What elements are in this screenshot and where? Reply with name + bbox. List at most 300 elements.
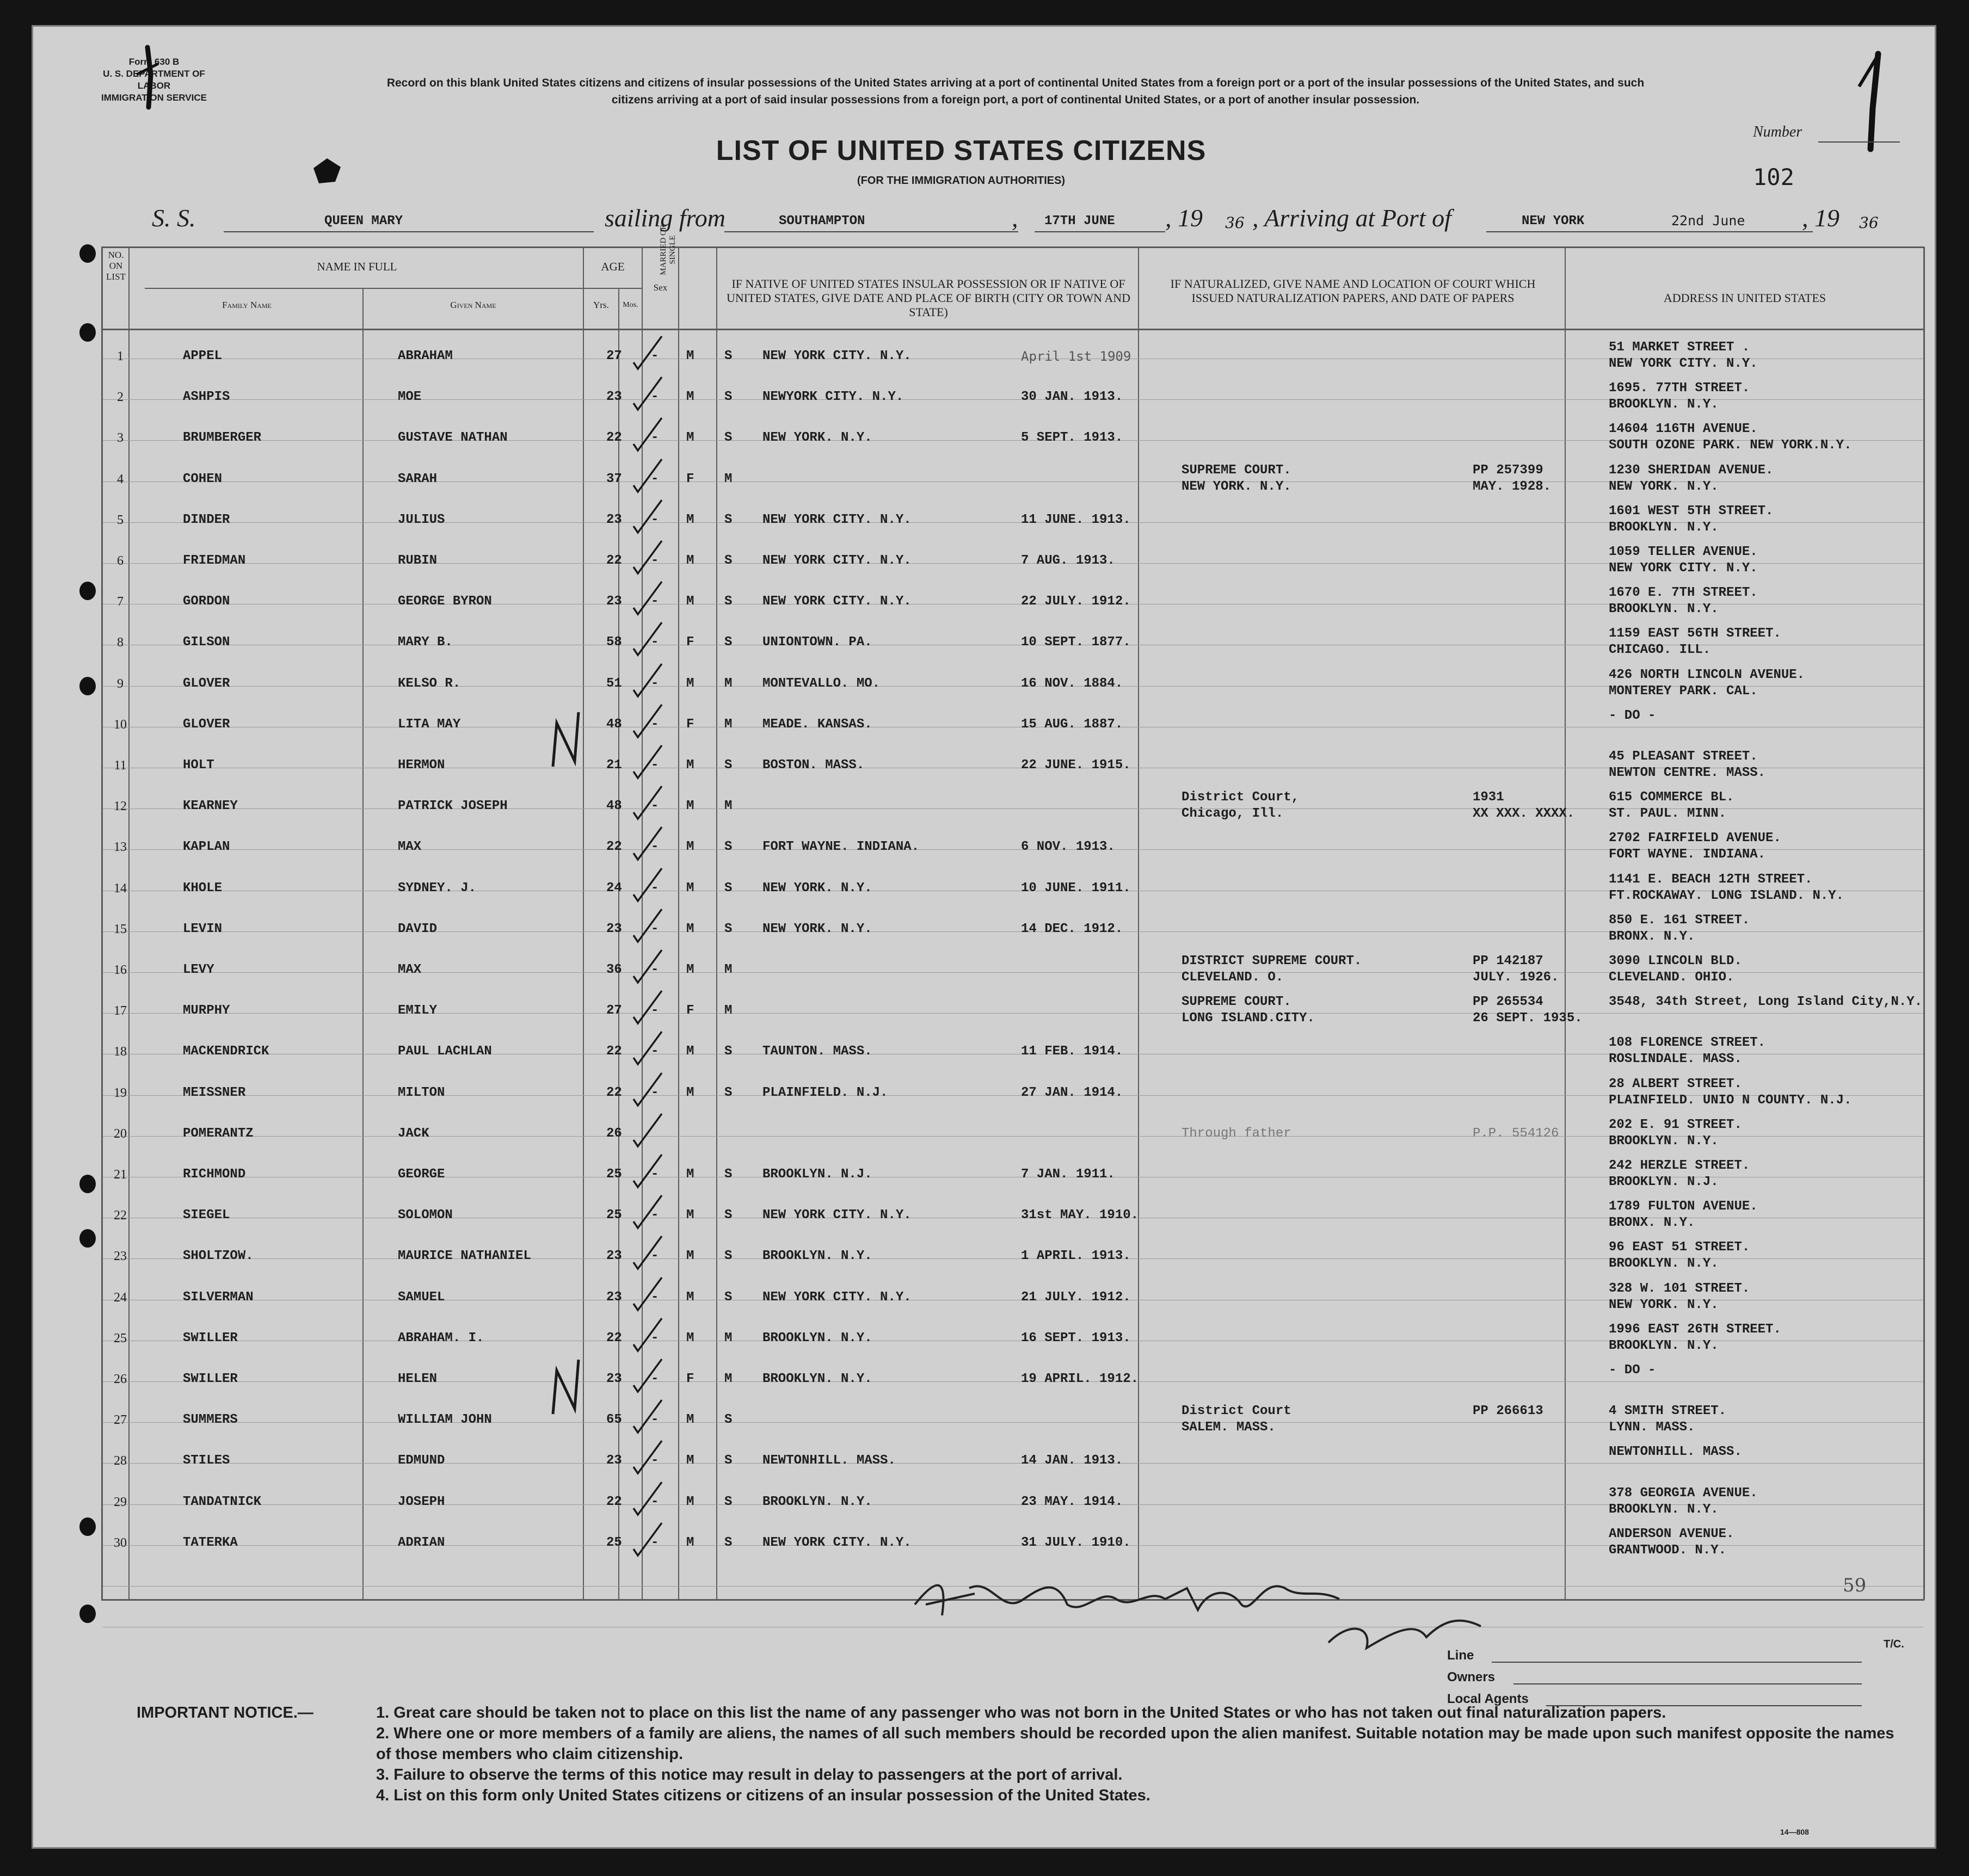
given-name: SOLOMON xyxy=(398,1208,453,1223)
family-name: GLOVER xyxy=(183,717,230,732)
given-name: JACK xyxy=(398,1126,429,1141)
address-line1: 45 PLEASANT STREET. xyxy=(1609,749,1758,764)
sex: M xyxy=(686,1085,694,1100)
naturalization-paper: PP 257399 xyxy=(1473,463,1543,478)
sex: F xyxy=(686,1003,694,1018)
birth-date: 16 NOV. 1884. xyxy=(1021,676,1123,691)
given-name: GEORGE xyxy=(398,1167,445,1182)
address-line2: BROOKLYN. N.Y. xyxy=(1609,1338,1719,1353)
sex: M xyxy=(686,840,694,854)
birth-place: MEADE. KANSAS. xyxy=(762,717,872,732)
given-name: MILTON xyxy=(398,1085,445,1100)
age-years: 22 xyxy=(606,430,622,445)
birth-date: 31st MAY. 1910. xyxy=(1021,1208,1139,1223)
age-years: 23 xyxy=(606,1453,622,1468)
given-name: GEORGE BYRON xyxy=(398,594,492,609)
family-name: LEVIN xyxy=(183,922,223,936)
family-name: LEVY xyxy=(183,962,214,977)
manifest-page: Form 630 B U. S. DEPARTMENT OF LABOR IMMIGRATION SERVICE Record on this blank United States citizens and citizens of insular possessions of the United States arriving at a port of continental United States from a foreign port or a port of the insular possessions of the United States, and such citizens arriving at a port of said insular possessions from a foreign port, a port of continental United States, or a port of another insular possession. LIST OF UNITED STATES CITIZENS (FOR THE IMMIGRATION AUTHORITIES) Number 102 S. S. QUEEN MARY sailing from SOUTHAMPTON , 17TH JUNE , 19 36 , Arriving at Port of NEW YORK 22nd June , 19 36 NO. ON LIST NAME IN FULL Family Name Given Name AGE Yrs. Mos. Sex MARRIED OR SINGLE IF NATIVE OF UNITED STATES INSULAR POSSESSION OR IF NATIVE OF UNITED STATES, GIVE DATE AND PLACE OF BIRTH (CITY OR TOWN AND STATE) IF NATURALIZED, GIVE NAME AND LOCATION OF COURT WHICH ISSUED NATURALIZATION PAPERS, AND DATE OF PAPERS ADDRESS IN UNITED STATES 1 APPEL ABRAHAM 27 - M S NEW YORK CITY. N.Y. April 1st 1909 51 MARKET STREET . NEW YORK CITY. N.Y. 2 ASHPIS MOE 23 - M S NEWYORK CITY. N.Y. 30 JAN. 1913. 1695. 77TH STREET. BROOKLYN. N.Y. 3 BRUMBERGER GUSTAVE NATHAN 22 - M S NEW YORK. N.Y. 5 SEPT. 1913. 14604 116TH AVENUE. SOUTH OZONE PARK. NEW YORK.N.Y. 4 COHEN SARAH 37 - F M SUPREME COURT. PP 257399 1230 SHERIDAN AVENUE. NEW YORK. N.Y. MAY. 1928. NEW YORK. N.Y. 5 DINDER JULIUS 23 - M S NEW YORK CITY. N.Y. 11 JUNE. 1913. 1601 WEST 5TH STREET. BROOKLYN. N.Y. 6 FRIEDMAN RUBIN 22 - M S NEW YORK CITY. N.Y. 7 AUG. 1913. 1059 TELLER AVENUE. NEW YORK CITY. N.Y. 7 GORDON GEORGE BYRON 23 - M S NEW YORK CITY. N.Y. 22 JULY. 1912. 1670 E. 7TH STREET. BROOKLYN. N.Y. 8 GILSON MARY B. 58 - F S UNIONTOWN. PA. 10 SEPT. 1877. 1159 EAST 56TH STREET. CHICAGO. ILL. 9 GLOVER KELSO R. 51 - M M MONTEVALLO. MO. 16 NOV. 1884. 426 NORTH LINCOLN AVENUE. MONTEREY PARK. CAL. 10 GLOVER LITA MAY 48 - F M MEADE. KANSAS. 15 AUG. 1887. - DO - 11 HOLT HERMON 21 - M S BOSTON. MASS. 22 JUNE. 1915. 45 PLEASANT STREET. NEWTON CENTRE. MASS. 12 KEARNEY PATRICK JOSEPH 48 - M M District Court, 1931 615 COMMERCE BL. Chicago, Ill. XX XXX. XXXX. ST. PAUL. MINN. 13 KAPLAN MAX 22 - M S FORT WAYNE. INDIANA. 6 NOV. 1913. 2702 FAIRFIELD AVENUE. FORT WAYNE. INDIANA. 14 KHOLE SYDNEY. J. 24 - M S NEW YORK. N.Y. 10 JUNE. 1911. 1141 E. BEACH 12TH STREET. FT.ROCKAWAY. LONG ISLAND. N.Y. 15 LEVIN DAVID 23 - M S NEW YORK. N.Y. 14 DEC. 1912. 850 E. 161 STREET. BRONX. N.Y. 16 LEVY MAX 36 - M M DISTRICT SUPREME COURT. PP 142187 3090 LINCOLN BLD. CLEVELAND. O. JULY. 1926. CLEVELAND. OHIO. 17 MURPHY EMILY 27 - F M SUPREME COURT. PP 265534 3548, 34th Street, Long Island City,N.Y. LONG ISLAND.CITY. 26 SEPT. 1935. 18 MACKENDRICK PAUL LACHLAN 22 - M S TAUNTON. MASS. 11 FEB. 1914. 108 FLORENCE STREET. ROSLINDALE. MASS. 19 MEISSNER MILTON 22 - M S PLAINFIELD. N.J. 27 JAN. 1914. 28 ALBERT STREET. PLAINFIELD. UNIO N COUNTY. N.J. 20 POMERANTZ JACK 26 Through father P.P. 554126 202 E. 91 STREET. BROOKLYN. N.Y. 21 RICHMOND GEORGE 25 - M S BROOKLYN. N.J. 7 JAN. 1911. 242 HERZLE STREET. BROOKLYN. N.J. 22 SIEGEL SOLOMON 25 - M S NEW YORK CITY. N.Y. 31st MAY. 1910. 1789 FULTON AVENUE. BRONX. N.Y. 23 SHOLTZOW. MAURICE NATHANIEL 23 - M S BROOKLYN. N.Y. 1 APRIL. 1913. 96 EAST 51 STREET. BROOKLYN. N.Y. 24 SILVERMAN SAMUEL 23 - M S NEW YORK CITY. N.Y. 21 JULY. 1912. 328 W. 101 STREET. NEW YORK. N.Y. 25 SWILLER ABRAHAM. I. 22 - M M BROOKLYN. N.Y. 16 SEPT. 1913. 1996 EAST 26TH STREET. BROOKLYN. N.Y. 26 SWILLER HELEN 23 - F M BROOKLYN. N.Y. 19 APRIL. 1912. - DO - 27 SUMMERS WILLIAM JOHN 65 - M S District Court PP 266613 4 SMITH STREET. SALEM. MASS. LYNN. MASS. 28 STILES EDMUND 23 - M S NEWTONHILL. MASS. 14 JAN. 1913. NEWTONHILL. MASS. 29 TANDATNICK JOSEPH 22 - M S BROOKLYN. N.Y. 23 MAY. 1914. 378 GEORGIA AVENUE. BROOKLYN. N.Y. 30 TATERKA ADRIAN 25 - M S NEW YORK CITY. N.Y. 31 JULY. 1910. ANDERSON AVENUE. GRANTWOOD. N.Y. 59 T/C. Line Owners Local Agents IMPORTANT NOTICE.— 1. Great care should be taken not to place on this list the name of any passenger who was not born in the United States or who has not taken out final naturalization papers. 2. Where one or more members of a family are aliens, the names of all such members should be recorded upon the alien manifest. Suitable notation may be made upon such manifest opposite the names of those members who claim citizenship. 3. Failure to observe the terms of this notice may result in delay to passengers at the port of arrival. 4. List on this form only United States citizens or citizens of an insular possession of the United States. 14—808 xyxy=(32,25,1936,1849)
birth-place: TAUNTON. MASS. xyxy=(762,1044,872,1059)
address-line2: BROOKLYN. N.Y. xyxy=(1609,602,1719,616)
naturalization-paper: PP 266613 xyxy=(1473,1404,1543,1418)
sex: M xyxy=(686,1331,694,1346)
given-name: JULIUS xyxy=(398,513,445,527)
birth-place: NEW YORK CITY. N.Y. xyxy=(762,553,912,568)
address-line1: 3090 LINCOLN BLD. xyxy=(1609,954,1742,968)
table-row xyxy=(114,1486,1936,1531)
address-line1: 1996 EAST 26TH STREET. xyxy=(1609,1322,1781,1337)
birth-place: BROOKLYN. N.Y. xyxy=(762,1249,872,1263)
binder-hole xyxy=(79,1517,96,1536)
arrival-year: 36 xyxy=(1859,214,1879,232)
age-years: 22 xyxy=(606,840,622,854)
header-yrs: Yrs. xyxy=(593,300,609,310)
check-mark-icon xyxy=(629,498,667,536)
binder-hole xyxy=(79,1605,96,1623)
marital-status: S xyxy=(724,1167,733,1182)
address-line2: NEW YORK CITY. N.Y. xyxy=(1609,356,1758,371)
address-line1: 850 E. 161 STREET. xyxy=(1609,913,1750,928)
table-row xyxy=(114,1322,1936,1367)
birth-date: 11 JUNE. 1913. xyxy=(1021,513,1131,527)
age-years: 21 xyxy=(606,758,622,773)
marital-status: M xyxy=(724,472,733,486)
address-line1: 378 GEORGIA AVENUE. xyxy=(1609,1486,1758,1501)
header-name-in-full: NAME IN FULL xyxy=(317,260,397,273)
notice-item: 2. Where one or more members of a family are aliens, the names of all such members should be recorded upon the alien manifest. Suitable notation may be made upon such manifest opposite the names of those members who claim citizenship. xyxy=(376,1725,1894,1763)
address-line2: GRANTWOOD. N.Y. xyxy=(1609,1543,1727,1558)
court-location: NEW YORK. N.Y. xyxy=(1182,479,1291,494)
age-years: 22 xyxy=(606,553,622,568)
birth-date: 7 JAN. 1911. xyxy=(1021,1167,1115,1182)
check-mark-icon xyxy=(629,1193,667,1231)
birth-date: 21 JULY. 1912. xyxy=(1021,1290,1131,1305)
family-name: SWILLER xyxy=(183,1331,238,1346)
address-line1: 1159 EAST 56TH STREET. xyxy=(1609,626,1781,641)
marital-status: S xyxy=(724,430,733,445)
age-years: 26 xyxy=(606,1126,622,1141)
age-years: 58 xyxy=(606,635,622,650)
given-name: GUSTAVE NATHAN xyxy=(398,430,508,445)
address-line1: 615 COMMERCE BL. xyxy=(1609,790,1734,805)
address-line1: 1695. 77TH STREET. xyxy=(1609,381,1750,396)
age-months: - xyxy=(651,1372,659,1386)
age-months: - xyxy=(651,390,659,404)
row-number: 14 xyxy=(114,881,127,896)
age-years: 22 xyxy=(606,1495,622,1509)
address-line2: NEWTON CENTRE. MASS. xyxy=(1609,766,1766,780)
given-name: HELEN xyxy=(398,1372,438,1386)
marital-status: S xyxy=(724,1453,733,1468)
birth-date: 16 SEPT. 1913. xyxy=(1021,1331,1131,1346)
row-number: 21 xyxy=(114,1168,127,1182)
family-name: FRIEDMAN xyxy=(183,553,246,568)
birth-date: 14 DEC. 1912. xyxy=(1021,922,1123,936)
address-line1: 1059 TELLER AVENUE. xyxy=(1609,545,1758,559)
header-sex: Sex xyxy=(653,282,668,293)
address-line1: 1670 E. 7TH STREET. xyxy=(1609,585,1758,600)
age-years: 65 xyxy=(606,1412,622,1427)
naturalization-paper: 1931 xyxy=(1473,790,1504,805)
row-number: 9 xyxy=(117,677,124,691)
family-name: RICHMOND xyxy=(183,1167,246,1182)
birth-place: BOSTON. MASS. xyxy=(762,758,865,773)
court-name: Through father xyxy=(1182,1126,1291,1141)
row-number: 11 xyxy=(114,758,127,773)
address-line1: 96 EAST 51 STREET. xyxy=(1609,1240,1750,1255)
given-name: MAX xyxy=(398,840,422,854)
birth-place: NEW YORK CITY. N.Y. xyxy=(762,1290,912,1305)
address-line1: 28 ALBERT STREET. xyxy=(1609,1077,1742,1091)
family-name: KAPLAN xyxy=(183,840,230,854)
birth-place: PLAINFIELD. N.J. xyxy=(762,1085,888,1100)
address-line2: BROOKLYN. N.Y. xyxy=(1609,1502,1719,1517)
birth-place: BROOKLYN. N.Y. xyxy=(762,1372,872,1386)
sex: M xyxy=(686,390,694,404)
paper-date: 26 SEPT. 1935. xyxy=(1473,1011,1583,1026)
address-line2: BROOKLYN. N.Y. xyxy=(1609,1256,1719,1271)
page-subtitle: (FOR THE IMMIGRATION AUTHORITIES) xyxy=(857,175,1066,187)
given-name: ABRAHAM. I. xyxy=(398,1331,484,1346)
check-mark-icon xyxy=(629,1316,667,1354)
table-row xyxy=(114,708,1936,754)
row-number: 30 xyxy=(114,1536,127,1550)
given-name: KELSO R. xyxy=(398,676,461,691)
sex: M xyxy=(686,799,694,813)
family-name: MEISSNER xyxy=(183,1085,246,1100)
age-months: - xyxy=(651,1249,659,1263)
check-mark-icon xyxy=(629,825,667,863)
age-months: - xyxy=(651,430,659,445)
table-row xyxy=(114,1035,1936,1081)
binder-hole xyxy=(79,677,96,695)
birth-place: NEWTONHILL. MASS. xyxy=(762,1453,896,1468)
table-row xyxy=(114,749,1936,794)
header-naturalized: IF NATURALIZED, GIVE NAME AND LOCATION OF COURT WHICH ISSUED NATURALIZATION PAPERS, AND DATE OF PAPERS xyxy=(1170,277,1536,305)
given-name: MAURICE NATHANIEL xyxy=(398,1249,531,1263)
family-name: COHEN xyxy=(183,472,223,486)
age-months: - xyxy=(651,349,659,363)
ink-blot xyxy=(308,152,346,190)
given-name: MAX xyxy=(398,962,422,977)
family-name: SILVERMAN xyxy=(183,1290,254,1305)
notice-item: 1. Great care should be taken not to place on this list the name of any passenger who was not born in the United States or who has not taken out final naturalization papers. xyxy=(376,1704,1666,1721)
family-name: ASHPIS xyxy=(183,390,230,404)
age-months: - xyxy=(651,1003,659,1018)
court-location: SALEM. MASS. xyxy=(1182,1420,1276,1435)
table-row xyxy=(114,954,1936,999)
marital-status: S xyxy=(724,635,733,650)
notice-item: 4. List on this form only United States citizens or citizens of an insular possession of the United States. xyxy=(376,1787,1150,1804)
paper-date: XX XXX. XXXX. xyxy=(1473,806,1575,821)
sex: M xyxy=(686,594,694,609)
family-name: KHOLE xyxy=(183,881,223,896)
family-name: SWILLER xyxy=(183,1372,238,1386)
birth-place: NEWYORK CITY. N.Y. xyxy=(762,390,904,404)
address-line1: 1789 FULTON AVENUE. xyxy=(1609,1199,1758,1214)
age-years: 27 xyxy=(606,1003,622,1018)
sex: M xyxy=(686,430,694,445)
instructions: Record on this blank United States citizens and citizens of insular possessions of the United States arriving at a port of continental United States from a foreign port or a port of the insular possessions of the United States, and such citizens arriving at a port of said insular possessions from a foreign port, a port of continental United States, or a port of another insular possession. xyxy=(386,77,1645,106)
marital-status: S xyxy=(724,594,733,609)
given-name: ADRIAN xyxy=(398,1535,445,1550)
form-number: Form 630 B xyxy=(128,57,180,67)
header-age: AGE xyxy=(601,260,625,273)
table-row xyxy=(114,872,1936,917)
given-name: PATRICK JOSEPH xyxy=(398,799,508,813)
age-years: 22 xyxy=(606,1331,622,1346)
departure-year: 36 xyxy=(1225,214,1245,232)
sex: M xyxy=(686,962,694,977)
sex: M xyxy=(686,1453,694,1468)
check-mark-icon xyxy=(629,784,667,822)
department: U. S. DEPARTMENT OF LABOR xyxy=(103,69,205,91)
binder-hole xyxy=(79,582,96,600)
age-months: - xyxy=(651,1167,659,1182)
number-label: Number xyxy=(1753,124,1802,140)
notice-heading: IMPORTANT NOTICE.— xyxy=(137,1704,313,1721)
family-name: GLOVER xyxy=(183,676,230,691)
check-mark-icon xyxy=(629,989,667,1027)
header-no: NO. ON LIST xyxy=(106,250,126,282)
address-line2: BROOKLYN. N.J. xyxy=(1609,1175,1719,1189)
table-row xyxy=(114,1158,1936,1204)
header-married-single: MARRIED OR SINGLE xyxy=(659,224,677,275)
table-row xyxy=(117,585,1936,631)
table-row xyxy=(114,1404,1936,1449)
important-notice xyxy=(137,1702,1905,1806)
table-row xyxy=(117,381,1936,426)
sex: M xyxy=(686,1249,694,1263)
birth-date: 30 JAN. 1913. xyxy=(1021,390,1123,404)
service: IMMIGRATION SERVICE xyxy=(101,92,207,103)
birth-place: NEW YORK CITY. N.Y. xyxy=(762,1208,912,1223)
birth-place: NEW YORK CITY. N.Y. xyxy=(762,1535,912,1550)
table-row xyxy=(114,1199,1936,1244)
given-name: SYDNEY. J. xyxy=(398,881,477,896)
given-name: JOSEPH xyxy=(398,1495,445,1509)
birth-place: FORT WAYNE. INDIANA. xyxy=(762,840,920,854)
court-location: Chicago, Ill. xyxy=(1182,806,1284,821)
age-years: 22 xyxy=(606,1085,622,1100)
age-years: 25 xyxy=(606,1535,622,1550)
address-line2: NEW YORK. N.Y. xyxy=(1609,479,1719,494)
age-years: 23 xyxy=(606,922,622,936)
marital-status: S xyxy=(724,1412,733,1427)
address-line1: 14604 116TH AVENUE. xyxy=(1609,422,1758,436)
given-name: ABRAHAM xyxy=(398,349,453,363)
address-line2: BRONX. N.Y. xyxy=(1609,1215,1695,1230)
family-name: GORDON xyxy=(183,594,230,609)
table-row xyxy=(117,463,1936,508)
birth-date: 22 JUNE. 1915. xyxy=(1021,758,1131,773)
marital-status: S xyxy=(724,1249,733,1263)
row-number: 29 xyxy=(114,1495,127,1509)
birth-date: 11 FEB. 1914. xyxy=(1021,1044,1123,1059)
table-row xyxy=(114,995,1936,1040)
sex: M xyxy=(686,922,694,936)
check-mark-icon xyxy=(629,907,667,945)
age-years: 23 xyxy=(606,513,622,527)
age-months: - xyxy=(651,962,659,977)
local-agents-label: Local Agents xyxy=(1447,1692,1529,1706)
table-row xyxy=(117,340,1936,385)
form-code: 14—808 xyxy=(1780,1828,1809,1836)
marital-status: M xyxy=(724,1331,733,1346)
binder-hole xyxy=(79,1229,96,1248)
age-years: 23 xyxy=(606,390,622,404)
age-months: - xyxy=(651,1331,659,1346)
departure-date: 17TH JUNE xyxy=(1044,214,1115,229)
table-row xyxy=(117,545,1936,590)
row-number: 2 xyxy=(117,390,124,404)
table-row xyxy=(114,1363,1936,1408)
naturalization-paper: P.P. 554126 xyxy=(1473,1126,1559,1141)
table-row xyxy=(114,1281,1936,1326)
court-location: LONG ISLAND.CITY. xyxy=(1182,1011,1315,1026)
row-number: 25 xyxy=(114,1331,127,1346)
row-number: 7 xyxy=(117,595,124,609)
given-name: EMILY xyxy=(398,1003,438,1018)
birth-date: 7 AUG. 1913. xyxy=(1021,553,1115,568)
check-mark-icon xyxy=(629,539,667,577)
binder-hole xyxy=(79,1175,96,1193)
birth-date: 19 APRIL. 1912. xyxy=(1021,1372,1139,1386)
table-row xyxy=(114,790,1936,835)
family-name: TATERKA xyxy=(183,1535,238,1550)
naturalization-paper: PP 265534 xyxy=(1473,995,1543,1009)
table-row xyxy=(117,626,1936,671)
birth-place: MONTEVALLO. MO. xyxy=(762,676,881,691)
age-months: - xyxy=(651,1085,659,1100)
sex: M xyxy=(686,1208,694,1223)
row-number: 13 xyxy=(114,840,127,854)
marital-status: S xyxy=(724,553,733,568)
given-name: RUBIN xyxy=(398,553,438,568)
address-line1: 3548, 34th Street, Long Island City,N.Y. xyxy=(1609,995,1923,1009)
address-line2: FT.ROCKAWAY. LONG ISLAND. N.Y. xyxy=(1609,888,1844,903)
check-mark-icon xyxy=(629,1398,667,1436)
address-line1: 1141 E. BEACH 12TH STREET. xyxy=(1609,872,1813,887)
check-mark-icon xyxy=(629,1029,667,1067)
marital-status: S xyxy=(724,349,733,363)
given-name: LITA MAY xyxy=(398,717,461,732)
family-name: SUMMERS xyxy=(183,1412,238,1427)
sex: M xyxy=(686,1535,694,1550)
address-line1: 1230 SHERIDAN AVENUE. xyxy=(1609,463,1774,478)
table-row xyxy=(117,504,1936,549)
notice-item: 3. Failure to observe the terms of this notice may result in delay to passengers at the port of arrival. xyxy=(376,1766,1123,1784)
binder-hole xyxy=(79,244,96,263)
list-number: 102 xyxy=(1753,164,1794,190)
birth-date: 22 JULY. 1912. xyxy=(1021,594,1131,609)
handwritten-n-mark xyxy=(545,1354,588,1420)
check-mark-icon xyxy=(629,1357,667,1395)
address-line2: LYNN. MASS. xyxy=(1609,1420,1695,1435)
family-name: MACKENDRICK xyxy=(183,1044,269,1059)
marital-status: M xyxy=(724,962,733,977)
row-number: 18 xyxy=(114,1045,127,1059)
age-years: 48 xyxy=(606,799,622,813)
sex: M xyxy=(686,513,694,527)
handwritten-mark-left xyxy=(115,42,180,118)
address-line2: BROOKLYN. N.Y. xyxy=(1609,1134,1719,1149)
court-name: SUPREME COURT. xyxy=(1182,463,1291,478)
sex: M xyxy=(686,676,694,691)
check-mark-icon xyxy=(629,866,667,904)
age-years: 23 xyxy=(606,594,622,609)
family-name: KEARNEY xyxy=(183,799,238,813)
age-years: 51 xyxy=(606,676,622,691)
check-mark-icon xyxy=(629,662,667,700)
row-number: 28 xyxy=(114,1454,127,1468)
handwritten-number-one xyxy=(1835,48,1911,157)
birth-date: 31 JULY. 1910. xyxy=(1021,1535,1131,1550)
marital-status: S xyxy=(724,1208,733,1223)
arrival-date: 22nd June xyxy=(1671,213,1745,229)
check-mark-icon xyxy=(629,416,667,454)
address-line1: ANDERSON AVENUE. xyxy=(1609,1527,1734,1541)
birth-date: April 1st 1909 xyxy=(1021,349,1131,364)
row-number: 24 xyxy=(114,1291,127,1305)
row-number: 6 xyxy=(117,554,124,568)
address-line2: BRONX. N.Y. xyxy=(1609,929,1695,944)
given-name: MOE xyxy=(398,390,422,404)
check-mark-icon xyxy=(629,579,667,618)
address-line1: - DO - xyxy=(1609,708,1656,723)
header-mos: Mos. xyxy=(623,301,638,309)
birth-place: NEW YORK CITY. N.Y. xyxy=(762,594,912,609)
sex: M xyxy=(686,1412,694,1427)
row-number: 19 xyxy=(114,1086,127,1100)
age-months: - xyxy=(651,1412,659,1427)
tc-mark: T/C. xyxy=(1884,1638,1904,1650)
birth-date: 10 JUNE. 1911. xyxy=(1021,881,1131,896)
age-years: 37 xyxy=(606,472,622,486)
family-name: MURPHY xyxy=(183,1003,230,1018)
marital-status: S xyxy=(724,1044,733,1059)
table-row xyxy=(114,913,1936,958)
row-number: 8 xyxy=(117,635,124,650)
page-title: LIST OF UNITED STATES CITIZENS xyxy=(716,135,1207,166)
age-months: - xyxy=(651,922,659,936)
marital-status: S xyxy=(724,881,733,896)
sex: F xyxy=(686,1372,694,1386)
handwritten-n-mark xyxy=(545,707,588,772)
marital-status: S xyxy=(724,513,733,527)
age-months: - xyxy=(651,1535,659,1550)
birth-date: 14 JAN. 1913. xyxy=(1021,1453,1123,1468)
age-months: - xyxy=(651,840,659,854)
check-mark-icon xyxy=(629,1152,667,1190)
line-label: Line xyxy=(1447,1648,1474,1663)
header-address: ADDRESS IN UNITED STATES xyxy=(1663,291,1826,305)
age-years: 36 xyxy=(606,962,622,977)
paper-date: JULY. 1926. xyxy=(1473,970,1559,985)
age-months: - xyxy=(651,1208,659,1223)
birth-place: NEW YORK. N.Y. xyxy=(762,881,872,896)
arrival-year-prefix: 19 xyxy=(1814,204,1839,232)
paper-date: MAY. 1928. xyxy=(1473,479,1552,494)
court-name: DISTRICT SUPREME COURT. xyxy=(1182,954,1362,968)
table-row xyxy=(114,831,1936,876)
binder-hole xyxy=(79,323,96,342)
ship-name: QUEEN MARY xyxy=(324,214,403,229)
age-months: - xyxy=(651,758,659,773)
departure-year-prefix: 19 xyxy=(1178,204,1203,232)
given-name: HERMON xyxy=(398,758,445,773)
owners-label: Owners xyxy=(1447,1670,1496,1684)
